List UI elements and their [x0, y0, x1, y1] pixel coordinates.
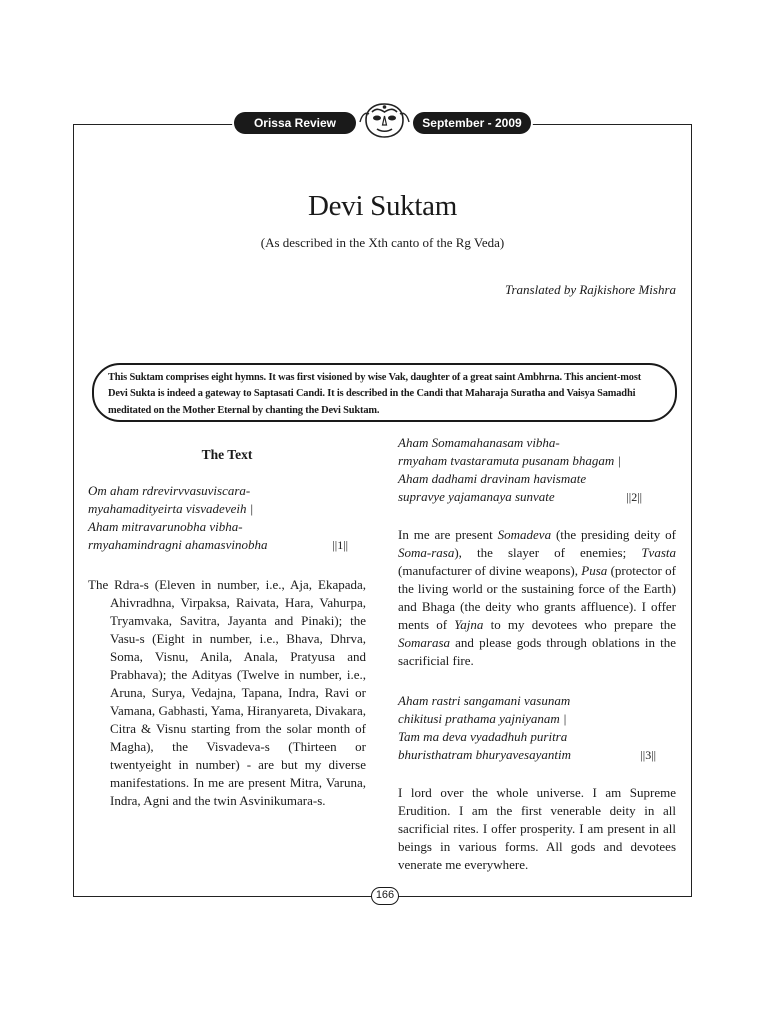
translation-1: The Rdra-s (Eleven in number, i.e., Aja, Ekapada, Ahivradhna, Virpaksa, Raivata, Hara, Vahurpa, Tryamvaka, Savitra, Jayanta and Pinaki); the Vasu-s (Eight in number, i.e., Bhava, Dhrva, Soma, Visnu, Anila, Anala, Pratyusa and Prabhava); the Adityas (Twelve in number, i.e., Aruna, Surya, Vedajna, Tapana, Indra, Ravi or Vamana, Gabhasti, Yama, Hiranyareta, Divakara, Citra & Visnu starting from the solar month of Magha), the Visvadeva-s (Thirteen or twentyeight in number) - are but my diverse manifestations. In me are present Mitra, Varuna, Indra, Agni and the twin Asvinikumara-s. — [88, 577, 366, 808]
verse-line: rmyahamindragni ahamasvinobha — [88, 537, 268, 552]
verse-line: Aham mitravarunobha vibha- — [88, 519, 243, 534]
article-title: Devi Suktam — [308, 190, 457, 222]
journal-name-badge: Orissa Review — [234, 112, 356, 134]
section-heading: The Text — [201, 447, 253, 462]
page-number: 166 — [371, 887, 399, 905]
abstract-box — [92, 363, 677, 422]
verse-line: bhuristhatram bhuryavesayantim — [398, 747, 571, 762]
abstract-text: This Suktam comprises eight hymns. It was first visioned by wise Vak, daughter of a great saint Ambhrna. This ancient-most Devi Sukta is indeed a gateway to Saptasati Candi. It is described in the Candi that Maharaja Suratha and Vaisya Samadhi meditated on the Mother Eternal by chanting the Devi Suktam. — [108, 372, 642, 416]
ornamental-face-emblem-icon — [356, 100, 413, 140]
article-subtitle: (As described in the Xth canto of the Rg Veda) — [260, 235, 505, 250]
verse-number: ||2|| — [626, 490, 642, 504]
issue-date-badge: September - 2009 — [413, 112, 531, 134]
verse-2 — [398, 434, 676, 506]
verse-number: ||1|| — [332, 538, 348, 552]
verse-line: chikitusi prathama yajniyanam | — [398, 711, 567, 726]
right-column — [398, 434, 676, 874]
translation-3: I lord over the whole universe. I am Supreme Erudition. I am the first venerable deity in all sacrificial rites. I offer prosperity. I am present in all beings in various forms. All gods and devotees venerate me everywhere. — [398, 785, 676, 872]
verse-line: Aham rastri sangamani vasunam — [398, 693, 571, 708]
verse-line: Aham Somamahanasam vibha- — [398, 435, 560, 450]
verse-line: Aham dadhami dravinam havismate — [398, 471, 587, 486]
verse-line: rmyaham tvastaramuta pusanam bhagam | — [398, 453, 622, 468]
verse-line: supravye yajamanaya sunvate — [398, 489, 555, 504]
translator-credit: Translated by Rajkishore Mishra — [504, 282, 676, 297]
verse-line: myahamadityeirta visvadeveih | — [88, 501, 254, 516]
left-column — [88, 440, 366, 810]
translation-2: In me are present Somadeva (the presiding deity of Soma-rasa), the slayer of enemies; Tvasta (manufacturer of divine weapons), Pusa (protector of the living world or the sustaining force of the Earth) and Bhaga (the deity who grants affluence). I offer ments of Yajna to my devotees who prepare the Somarasa and please gods through oblations in the sacrificial fire. — [398, 527, 677, 668]
verse-1 — [88, 482, 366, 554]
verse-number: ||3|| — [640, 748, 656, 762]
verse-line: Tam ma deva vyadadhuh puritra — [398, 729, 568, 744]
verse-3 — [398, 692, 676, 764]
verse-line: Om aham rdrevirvvasuviscara- — [88, 483, 251, 498]
